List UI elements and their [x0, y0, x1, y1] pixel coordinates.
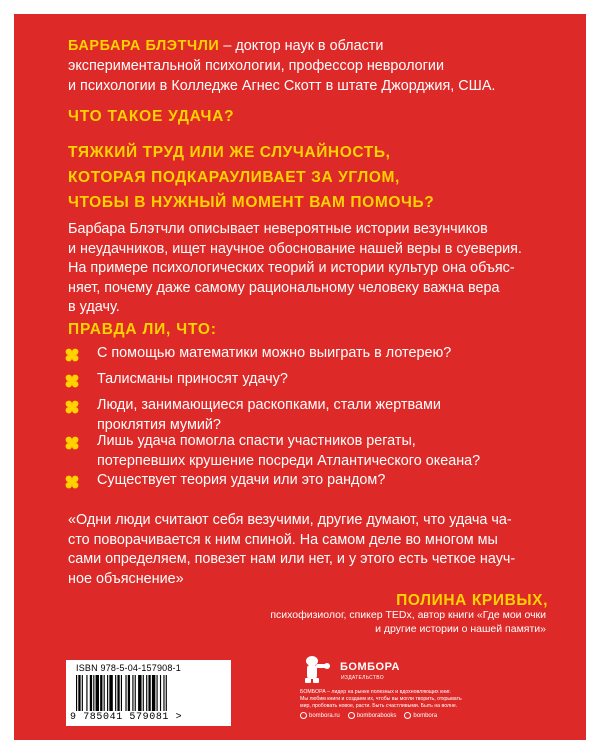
author-bio-line1: – доктор наук в области: [219, 38, 384, 54]
description-line: в удачу.: [68, 299, 120, 315]
description: [68, 220, 546, 318]
barcode-bar: [100, 675, 102, 711]
question-heading-2: ПРАВДА ЛИ, ЧТО:: [68, 321, 217, 338]
quote-author-desc-line: психофизиолог, спикер TEDx, автор книги «Где мои очки: [270, 609, 546, 621]
barcode-bar: [96, 675, 99, 711]
list-item-text: Лишь удача помогла спасти участников регаты,: [97, 433, 416, 449]
quote-line: сто поворачивается к ним спиной. На самом деле во многом мы: [68, 531, 498, 548]
list-item: [64, 471, 385, 491]
quote-line: ное объяснение»: [68, 570, 184, 587]
clover-icon: [64, 399, 80, 415]
bombora-logo-icon: [300, 654, 332, 684]
list-item-text: потерпевших крушение посреди Атлантического океана?: [97, 452, 481, 469]
barcode-bar: [107, 675, 108, 711]
publisher-text-line: Мы любим книги и создаем их, чтобы вы могли творить, открывать: [300, 696, 462, 703]
barcode-bar: [86, 675, 87, 711]
barcode-bar: [138, 675, 141, 711]
publisher-name: БОМБОРА: [340, 661, 400, 673]
clover-icon: [64, 347, 80, 363]
social-icon: [404, 712, 411, 719]
quote: [68, 511, 546, 589]
description-line: и неудачников, ищет научное обоснование нашей веры в суеверия.: [68, 240, 522, 257]
barcode-bar: [90, 675, 92, 711]
list-item: [64, 396, 441, 435]
publisher-text: [300, 689, 462, 711]
list-item-text: проклятия мумий?: [97, 416, 221, 433]
barcode-bar: [125, 675, 126, 711]
hook-line: КОТОРАЯ ПОДКАРАУЛИВАЕТ ЗА УГЛОМ,: [68, 169, 400, 186]
quote-author-desc-line: и другие истории о нашей памяти»: [375, 623, 546, 635]
barcode-bar: [146, 675, 147, 711]
hook-text: [68, 140, 546, 215]
vk-icon: [348, 712, 355, 719]
author-bio-line3: и психологии в Колледже Агнес Скотт в штате Джорджия, США.: [68, 78, 496, 94]
question-heading-1: ЧТО ТАКОЕ УДАЧА?: [68, 108, 235, 125]
globe-icon: [300, 712, 307, 719]
author-bio: [68, 36, 546, 96]
description-line: На примере психологических теорий и истории культур она объяс-: [68, 260, 515, 276]
publisher-text-line: мир, пробовать новое, расти. Быть счастливыми. Быть на волне.: [300, 703, 458, 710]
list-item-text: Существует теория удачи или это рандом?: [97, 472, 386, 488]
barcode-bar: [132, 675, 133, 711]
isbn-text: ISBN 978-5-04-157908-1: [76, 663, 181, 673]
barcode-bar: [152, 675, 155, 711]
barcode-bar: [109, 675, 112, 711]
barcode: [66, 660, 231, 726]
quote-author-name: ПОЛИНА КРИВЫХ,: [396, 592, 548, 609]
hook-line: ЧТОБЫ В НУЖНЫЙ МОМЕНТ ВАМ ПОМОЧЬ?: [68, 194, 435, 211]
clover-icon: [64, 435, 80, 451]
barcode-bar: [76, 675, 77, 711]
barcode-bar: [117, 675, 119, 711]
barcode-bar: [143, 675, 144, 711]
barcode-bar: [148, 675, 150, 711]
list-item: [64, 344, 451, 364]
list-item: [64, 432, 480, 471]
barcode-bar: [78, 675, 80, 711]
quote-author-desc: [270, 608, 546, 636]
barcode-bar: [121, 675, 122, 711]
description-line: Барбара Блэтчли описывает невероятные истории везунчиков: [68, 221, 488, 237]
barcode-bar: [104, 675, 105, 711]
barcode-bar: [157, 675, 158, 711]
social-link[interactable]: bombora: [404, 712, 437, 719]
quote-line: «Одни люди считают себя везучими, другие думают, что удача ча-: [68, 512, 512, 528]
barcode-bar: [82, 675, 83, 711]
hook-line: ТЯЖКИЙ ТРУД ИЛИ ЖЕ СЛУЧАЙНОСТЬ,: [68, 144, 391, 161]
list-item: [64, 370, 288, 390]
barcode-digits: 9 785041 579081 >: [70, 712, 183, 723]
barcode-bar: [160, 675, 161, 711]
barcode-bar: [128, 675, 130, 711]
list-item-text: Люди, занимающиеся раскопками, стали жертвами: [97, 397, 441, 413]
barcode-bar: [135, 675, 136, 711]
publisher-text-line: БОМБОРА – лидер на рынке полезных и вдохновляющих книг.: [300, 689, 451, 695]
publisher-subtitle: ИЗДАТЕЛЬСТВО: [341, 675, 384, 681]
description-line: няет, почему даже самому рациональному человеку важна вера: [68, 279, 500, 296]
clover-icon: [64, 373, 80, 389]
barcode-bar: [93, 675, 94, 711]
list-item-text: Талисманы приносят удачу?: [97, 371, 288, 387]
barcode-bar: [166, 675, 167, 711]
list-item-text: С помощью математики можно выиграть в лотерею?: [97, 345, 452, 361]
author-name: БАРБАРА БЛЭТЧЛИ: [68, 38, 220, 54]
barcode-bar: [163, 675, 164, 711]
barcode-bar: [115, 675, 116, 711]
quote-line: сами определяем, повезет нам или нет, и у этого есть четкое науч-: [68, 551, 516, 567]
book-back-cover: [14, 14, 586, 740]
publisher-links: [300, 712, 437, 719]
author-bio-line2: экспериментальной психологии, профессор неврологии: [68, 58, 444, 74]
barcode-bars: [76, 675, 222, 711]
vk-link[interactable]: bomborabooks: [348, 712, 397, 719]
website-link[interactable]: bombora.ru: [300, 712, 340, 719]
clover-icon: [64, 474, 80, 490]
